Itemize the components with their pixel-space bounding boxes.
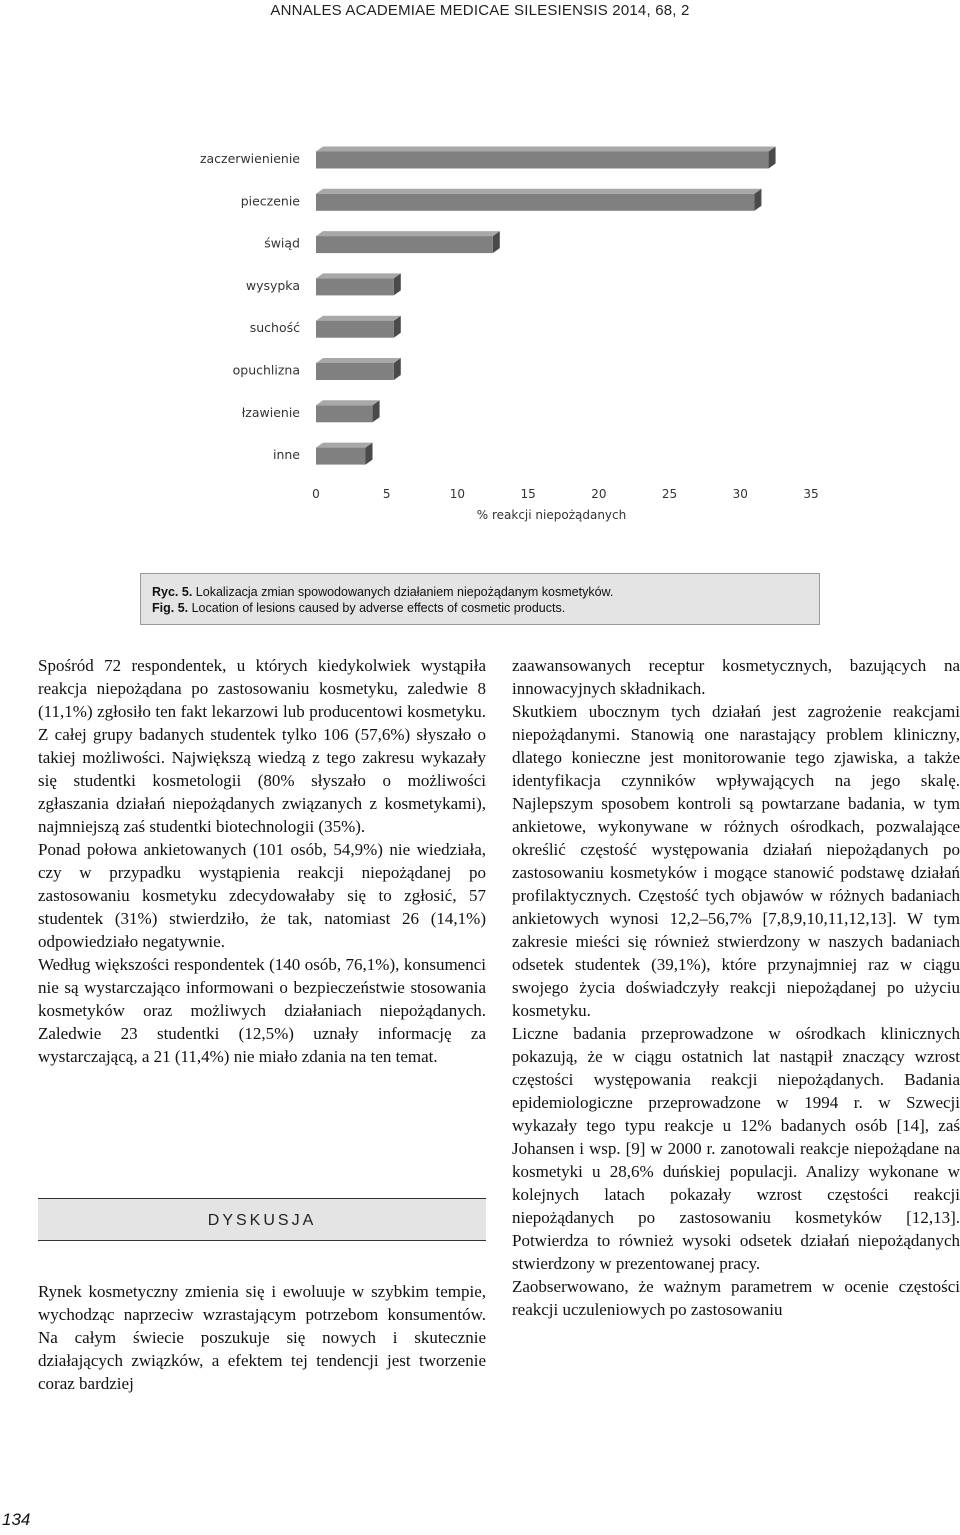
x-tick-label: 15 — [520, 487, 536, 501]
left-column-discussion — [38, 1280, 486, 1395]
paragraph: Rynek kosmetyczny zmienia się i ewoluuje w szybkim tempie, wychodząc naprzeciw wzrastającym potrzebom konsumentów. Na całym świecie poszukuje się nowych i skutecznie działających związków, a efektem tej tendencji jest tworzenie coraz bardziej — [38, 1282, 486, 1393]
paragraph: Liczne badania przeprowadzone w ośrodkach klinicznych pokazują, że w ciągu ostatnich lat nastąpił znaczący wzrost częstości występowania reakcji niepożądanych. Badania epidemiologiczne przeprowadzone w 1994 r. w Szwecji wykazały tego typu reakcje u 12% badanych osób [14], zaś Johansen i wsp. [9] w 2000 r. zanotowali reakcje niepożądane na kosmetyki u 28,6% duńskiej populacji. Analizy wykonane w kolejnych latach pokazały wzrost częstości reakcji niepożądanych po zastosowaniu kosmetyków [12,13]. Potwierdza to również wysoki odsetek działań niepożądanych stwierdzony w prezentowanej pracy. — [512, 1024, 960, 1273]
bar-top — [316, 400, 380, 405]
caption-polish-text: Lokalizacja zmian spowodowanych działaniem niepożądanym kosmetyków. — [192, 585, 614, 599]
bar-top — [316, 358, 401, 363]
category-label: łzawienie — [241, 404, 300, 420]
page-number: 134 — [2, 1510, 31, 1529]
category-label: opuchlizna — [232, 362, 300, 378]
left-column — [38, 654, 486, 1068]
category-label: suchość — [249, 320, 300, 336]
x-tick-label: 30 — [732, 487, 748, 501]
x-tick-label: 25 — [661, 487, 678, 501]
paragraph: Według większości respondentek (140 osób, 76,1%), konsumenci nie są wystarczająco informowani o bezpieczeństwie stosowania kosmetyków oraz możliwych działaniach niepożądanych. Zaledwie 23 studentki (12,5%) uznały informację za wystarczającą, a 21 (11,4%) nie miało zdania na ten temat. — [38, 955, 486, 1066]
category-label: świąd — [264, 235, 300, 251]
figure-caption — [140, 573, 820, 625]
x-tick-label: 0 — [312, 487, 320, 501]
bar — [316, 278, 394, 295]
paragraph: Ponad połowa ankietowanych (101 osób, 54,9%) nie wiedziała, czy w przypadku wystąpienia reakcji niepożądanej po zastosowaniu kosmetyku zdecydowałaby się to zgłosić, 57 studentek (31%) stwierdziło, że tak, natomiast 26 (14,1%) odpowiedziało negatywnie. — [38, 840, 486, 951]
bar-top — [316, 273, 401, 278]
bar — [316, 448, 366, 465]
paragraph: Spośród 72 respondentek, u których kiedykolwiek wystąpiła reakcja niepożądana po zastosowaniu kosmetyku, zaledwie 8 (11,1%) zgłosiło ten fakt lekarzowi lub producentowi kosmetyku. Z całej grupy badanych studentek tylko 106 (57,6%) słyszało o takiej możliwości. Największą wiedzą z tego zakresu wykazały się studentki kosmetologii (80% słyszało o możliwości zgłaszania działań niepożądanych związanych z kosmetykami), najmniejszą zaś studentki biotechnologii (35%). — [38, 656, 486, 836]
section-heading-discussion: DYSKUSJA — [38, 1199, 486, 1241]
caption-english-text: Location of lesions caused by adverse effects of cosmetic products. — [188, 601, 566, 615]
figure-bar-chart — [140, 118, 820, 578]
bar — [316, 321, 394, 338]
bar — [316, 236, 493, 253]
bar — [316, 152, 769, 169]
x-tick-label: 10 — [449, 487, 466, 501]
caption-polish-prefix: Ryc. 5. — [152, 585, 193, 599]
bar — [316, 363, 394, 380]
x-tick-label: 35 — [803, 487, 819, 501]
x-tick-label: 20 — [591, 487, 607, 501]
bar-top — [316, 443, 373, 448]
caption-polish — [152, 584, 819, 600]
x-tick-label: 5 — [382, 487, 391, 501]
bar-top — [316, 189, 761, 194]
right-column — [512, 654, 960, 1321]
paragraph: Zaobserwowano, że ważnym parametrem w ocenie częstości reakcji uczuleniowych po zastosowaniu — [512, 1277, 960, 1319]
bar — [316, 194, 754, 211]
category-label: wysypka — [245, 277, 300, 293]
category-label: pieczenie — [240, 193, 300, 209]
bar-chart-svg — [140, 118, 820, 578]
bar-top — [316, 231, 500, 236]
category-label: inne — [272, 447, 300, 463]
bar-top — [316, 316, 401, 321]
category-label: zaczerwienienie — [199, 151, 300, 166]
caption-english-prefix: Fig. 5. — [152, 601, 189, 615]
paragraph: zaawansowanych receptur kosmetycznych, bazujących na innowacyjnych składnikach. — [512, 656, 960, 698]
paragraph: Skutkiem ubocznym tych działań jest zagrożenie reakcjami niepożądanymi. Stanowią one narastający problem kliniczny, dlatego konieczne jest monitorowanie tego zjawiska, a także identyfikacja czynników wpływających na jego skalę. Najlepszym sposobem kontroli są powtarzane badania, w tym ankietowe, wykonywane w różnych ośrodkach, pozwalające określić częstość występowania działań niepożądanych po zastosowaniu kosmetyków i mogące stanowić podstawę działań profilaktycznych. Częstość tych objawów w różnych badaniach ankietowych wynosi 12,2–56,7% [7,8,9,10,11,12,13]. W tym zakresie mieści się również stwierdzony w naszych badaniach odsetek studentek (39,1%), które przynajmniej raz w ciągu swojego życia doświadczyły reakcji niepożądanej po użyciu kosmetyku. — [512, 702, 960, 1020]
bar — [316, 405, 373, 422]
bar-top — [316, 147, 776, 152]
journal-header: ANNALES ACADEMIAE MEDICAE SILESIENSIS 2014, 68, 2 — [270, 2, 690, 19]
caption-english — [152, 600, 819, 616]
x-axis-label: % reakcji niepożądanych — [476, 508, 627, 522]
